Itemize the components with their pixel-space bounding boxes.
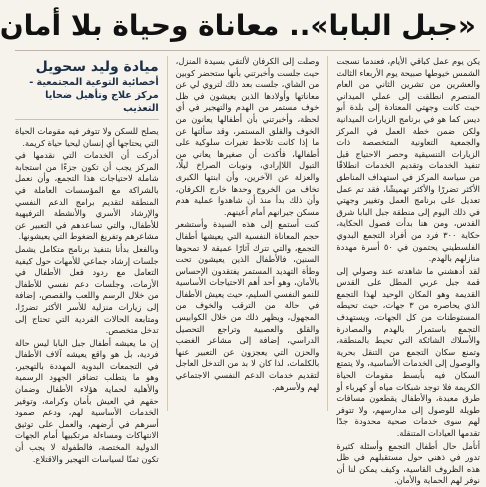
author-box	[15, 56, 159, 120]
paragraph: كنت أستمع إلى هذه السيدة وأستشعر حجم المعاناة النفسية التي يعيشها أطفال التجمع، والتي تترك آثارًا عميقة لا تمحوها السنين، فالأطفال الذين يعيشون تحت وطأة التهديد المستمر يفتقدون الإحساس بالأمان، وهو أحد أهم الاحتياجات الأساسية للنمو النفسي السليم، حيث يعيش الأطفال في حالة من الترقب والخوف من المجهول، ويظهر ذلك من خلال الكوابيس والقلق والعصبية وتراجع التحصيل الدراسي، إضافة إلى مشاعر الغضب والحزن التي يعجزون عن التعبير عنها بالكلمات، لذا كان لا بد من التدخل العاجل لتقديم خدمات الدعم النفسي الاجتماعي لهم ولأسرهم.	[175, 219, 320, 392]
column-right	[336, 56, 481, 486]
paragraph: أتأمل حال أطفال التجمع وأسئلة كثيرة تدور في ذهني حول مستقبلهم في ظل هذه الظروف القاسية، وكيف يمكن لنا أن نوفر لهم الحماية والأمان.	[336, 440, 480, 486]
paragraph: إن ما يعيشه أطفال جبل البابا ليس حالة فردية، بل هو واقع يعيشه آلاف الأطفال في التجمعات البدوية المهددة بالتهجير، وهو ما يتطلب تضافر الجهود الرسمية والأهلية لحماية هؤلاء الأطفال وضمان حقهم في العيش بأمان وكرامة، وتوفير الخدمات الأساسية لهم، ودعم صمود أسرهم في أرضهم، والعمل على توثيق الانتهاكات ومساءلة مرتكبيها أمام الجهات الدولية المختصة، فالطفولة لا يجب أن تكون ثمنًا لسياسات التهجير والاقتلاع.	[14, 337, 159, 464]
headline-divider	[15, 50, 480, 51]
column-divider	[167, 56, 168, 411]
column-middle	[176, 56, 320, 411]
paragraph: لقد أدهشني ما شاهدته عند وصولي إلى قمة جبل عربي المطل على القدس القديمة وهو المكان الوحيد لهذا التجمع الذي يحاصره من ٣ جهات، حيث تحيطه المستوطنات من كل الجهات، ويستهدف التجمع باستمرار بالهدم والمصادرة والأسلاك الشائكة التي تحيط بالمنطقة، وتمنع سكان التجمع من التنقل بحرية والوصول إلى الخدمات الأساسية، ولا يتمتع السكان فيه بأبسط مقومات الحياة الكريمة فلا توجد شبكات مياه أو كهرباء أو طرق معبدة، والأطفال يقطعون مسافات طويلة للوصول إلى مدارسهم، ولا تتوفر لهم سوى خدمات صحية محدودة جدًا تقدمها العيادات المتنقلة.	[336, 265, 480, 438]
paragraph: وبالفعل بدأنا بتنفيذ برنامج متكامل يشمل جلسات إرشاد جماعي للأمهات حول كيفية التعامل مع ردود فعل الأطفال في الأزمات، وجلسات دعم نفسي للأطفال من خلال الرسم واللعب والقصص، إضافة إلى زيارات منزلية للأسر الأكثر تضررًا، ومتابعة الحالات الفردية التي تحتاج إلى تدخل متخصص.	[14, 243, 159, 336]
author-title: أخصائية التوعية المجتمعية - مركز علاج وتأهيل ضحايا التعذيب	[29, 77, 159, 114]
column-left	[14, 56, 159, 464]
article-columns	[14, 56, 481, 486]
column-divider	[327, 56, 328, 411]
paragraph: يكن يوم عمل كباقي الأيام، فعندما نسجت الشمس خيوطها صبيحة يوم الأربعاء الثالث والعشرين من تشرين الثاني من العام المنصرم انطلقت إلى عملي الميداني حيث كانت وجهتي المعتادة إلى بلدة أبو ديس كما هو في برنامج الزيارات الميدانية ولكن ضمن خطة العمل في المركز والجمعية التعاونية المتخصصة ذات الزيارات التنسيقية وحصر الاحتياج قبل تنفيذ الخدمات وتقديم الخدمات انطلاقًا من سياسة المركز في استهداف المناطق الأكثر تضررًا والأكثر تهميشًا، فقد تم عمل تعديل على برنامج العمل وتغيير وجهتي في ذلك اليوم إلى منطقة جبل البابا شرق القدس، ومن هنا بدأت فصول الحكاية، حكاية ٣٠٠ فرد من أفراد التجمع البدوي الفلسطيني يحتمون في ٥٠ أسرة مهددة منازلهم بالهدم.	[336, 56, 481, 264]
headline: «جبل البابا».. معاناة وحياة بلا أمان	[0, 9, 476, 42]
author-name: ميادة وليد سحويل	[35, 59, 159, 75]
paragraph: أدركت أن الخدمات التي نقدمها في المركز يجب أن تكون جزءًا من استجابة شاملة لاحتياجات هذا التجمع، وأن نعمل بالشراكة مع المؤسسات العاملة في المنطقة لتقديم برامج الدعم النفسي والإرشاد الأسري والأنشطة الترفيهية للأطفال، والتي تساعدهم في التعبير عن مشاعرهم وتفريغ الضغوط التي يعيشونها.	[14, 150, 159, 242]
paragraph: يصلح للسكن ولا تتوفر فيه مقومات الحياة التي يحتاجها أي إنسان ليحيا حياة كريمة.	[14, 126, 159, 148]
paragraph: وصلت إلى الكرفان لألتقي بسيدة المنزل، حيث جلست وأخبرتني بأنها ستحضر كوبين من الشاي، جلست بعد ذلك لتروي لي عن معاناتها وأولادها الذين يعيشون في ظل خوف مستمر من الهدم والتهجير في أي لحظة، وأخبرتني بأن أطفالها يعانون من الخوف والقلق المستمر، وقد سألتها عن ما إذا كانت تلاحظ تغيرات سلوكية على أطفالها، فأكدت أن صغيرها يعاني من التبول اللاإرادي، ونوبات الصراخ ليلًا، والعزلة عن الآخرين، وأن ابنتها الكبرى تخاف من الخروج وحدها خارج الكرفان، وأن ذلك بدأ منذ أن شاهدوا عملية هدم مسكن جيرانهم أمام أعينهم.	[175, 56, 320, 217]
